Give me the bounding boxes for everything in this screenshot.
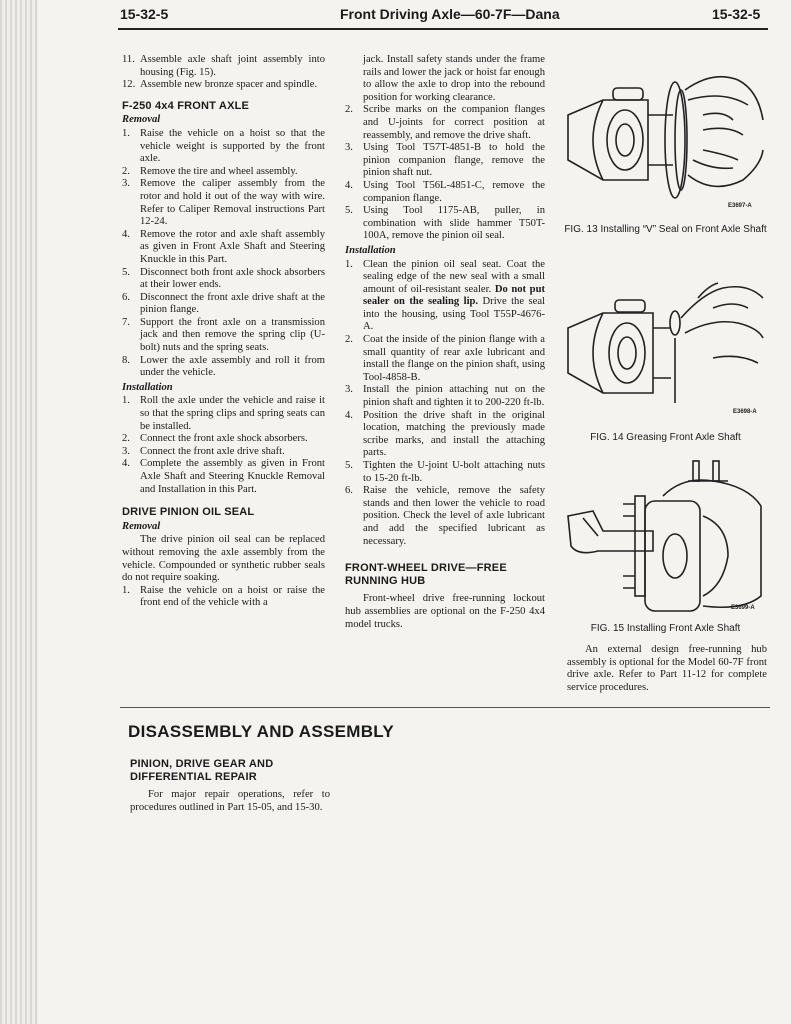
step-text: Complete the assembly as given in Front Axle Shaft and Steering Knuckle Removal and Installation in this Part. (140, 458, 325, 495)
column-2 (345, 54, 545, 631)
step-item (122, 317, 325, 355)
figure-14 (563, 278, 768, 416)
step-number: 3. (345, 384, 353, 396)
step-number: 3. (122, 445, 130, 457)
continued-text: jack. Install safety stands under the frame rails and lower the jack or hoist far enough to allow the axle to drop into the rebound position for working clearance. (363, 54, 545, 103)
hub-text: Front-wheel drive free-running lockout hub assemblies are optional on the F-250 4x4 model trucks. (345, 593, 545, 630)
step-number: 1. (122, 395, 130, 407)
step-number: 6. (122, 291, 130, 303)
step-item (122, 292, 325, 317)
figure-id: E3698-A (733, 409, 757, 415)
step-item (122, 128, 325, 166)
step-item (122, 446, 325, 459)
step-item (122, 355, 325, 380)
step-number: 2. (345, 104, 353, 116)
step-text: Using Tool 1175-AB, puller, in combination with slide hammer T50T-100A, remove the pinion oil seal. (363, 205, 545, 242)
differential-repair-heading: PINION, DRIVE GEAR AND DIFFERENTIAL REPAIR (130, 758, 274, 783)
step-number: 1. (122, 584, 130, 596)
step-number: 2. (345, 334, 353, 346)
external-hub-text: An external design free-running hub assembly is optional for the Model 60-7F front drive axle. Refer to Part 11-12 for complete service procedures. (567, 644, 767, 693)
step-item (345, 104, 545, 142)
step-number: 8. (122, 354, 130, 366)
disassembly-section (130, 752, 330, 814)
step-text: Coat the inside of the pinion flange with a small quantity of rear axle lubricant and install the flange on the pinion shaft, using Tool-4858-B. (363, 334, 545, 383)
seal-removal-label: Removal (122, 520, 161, 532)
step-text: Connect the front axle shock absorbers. (140, 433, 308, 445)
step-text: Remove the caliper assembly from the rotor and hold it out of the way with wire. Refer to Caliper Removal instructions Part 12-24. (140, 178, 325, 228)
step-item (122, 229, 325, 267)
step-text: Using Tool T56L-4851-C, remove the companion flange. (363, 179, 545, 204)
step-number: 4. (345, 409, 353, 421)
step-text: Install the pinion attaching nut on the pinion shaft and tighten it to 200-220 ft-lb. (363, 384, 545, 409)
fig15-caption: FIG. 15 Installing Front Axle Shaft (590, 623, 741, 634)
header-rule (118, 28, 768, 30)
step-item (345, 384, 545, 409)
step-text: Roll the axle under the vehicle and raise it so that the spring clips and spring seats can be installed. (140, 395, 325, 432)
step-item (122, 54, 325, 79)
step-text: Raise the vehicle on a hoist so that the vehicle weight is supported by the front axle. (140, 127, 325, 165)
step-text: Drive the seal into the housing, using Tool T55P-4676-A. (363, 296, 545, 333)
step-item (345, 205, 545, 243)
f250-heading: F-250 4x4 FRONT AXLE (122, 99, 250, 112)
step-number: 4. (345, 179, 353, 191)
step-text: Disconnect both front axle shock absorbers at their lower ends. (140, 266, 325, 291)
step-number: 5. (122, 266, 130, 278)
book-page-edges (0, 0, 38, 1024)
step-number: 4. (122, 458, 130, 470)
step-text: Assemble new bronze spacer and spindle. (140, 79, 318, 91)
step-item (345, 460, 545, 485)
step-item (122, 178, 325, 228)
shaft-install-illustration (563, 456, 768, 616)
installation-label: Installation (122, 381, 173, 393)
step-item (345, 180, 545, 205)
step-number: 3. (122, 178, 130, 190)
step-item (122, 458, 325, 496)
running-title: Front Driving Axle—60-7F—Dana (340, 6, 560, 22)
disassembly-heading: DISASSEMBLY AND ASSEMBLY (128, 722, 395, 741)
step-number: 1. (122, 127, 130, 139)
seal-install-illustration (563, 60, 768, 210)
step-text: Remove the tire and wheel assembly. (140, 165, 298, 177)
step-text: Position the drive shaft in the original location, matching the previously made scribe marks, and install the attaching parts. (363, 409, 545, 459)
step-number: 2. (122, 165, 130, 177)
step-warning: Do not put sealer on the sealing lip. (363, 283, 545, 308)
step-item (122, 585, 325, 610)
step-number: 11. (122, 54, 135, 65)
figure-13 (563, 60, 768, 210)
step-item (345, 410, 545, 460)
step-text: Using Tool T57T-4851-B to hold the pinion companion flange, remove the pinion shaft nut. (363, 142, 545, 179)
step-item (122, 395, 325, 433)
step-item (345, 485, 545, 548)
step-item (122, 166, 325, 179)
step-item (122, 79, 325, 92)
figure-15 (563, 456, 768, 616)
step-text: Tighten the U-joint U-bolt attaching nuts to 15-20 ft-lb. (363, 460, 545, 484)
figure-id: E3697-A (728, 203, 752, 209)
step-number: 12. (122, 79, 136, 91)
step-number: 5. (345, 205, 353, 217)
step-text: Support the front axle on a transmission jack and then remove the spring clip (U-bolt) nuts and the spring seats. (140, 316, 325, 354)
step-text: Disconnect the front axle drive shaft at the pinion flange. (140, 291, 325, 316)
step-text: Raise the vehicle on a hoist or raise the front end of the vehicle with a (140, 584, 325, 609)
step-number: 4. (122, 228, 130, 240)
step-text: Raise the vehicle, remove the safety stands and then lower the vehicle to road position. Check the level of axle lubricant and add the specified lubricant as necessary. (363, 485, 545, 547)
step-item (345, 334, 545, 384)
step-number: 2. (122, 433, 130, 445)
seal-intro: The drive pinion oil seal can be replaced without removing the axle assembly from the vehicle. Compounded or synthetic rubber seals do not require soaking. (122, 534, 325, 584)
step-text: Lower the axle assembly and roll it from under the vehicle. (140, 354, 325, 379)
step-text: Connect the front axle drive shaft. (140, 445, 285, 457)
step-item (122, 433, 325, 446)
removal-label: Removal (122, 114, 161, 126)
step-number: 7. (122, 316, 130, 328)
step-item (122, 267, 325, 292)
hub-heading: FRONT-WHEEL DRIVE—FREE RUNNING HUB (345, 562, 507, 587)
step-text: Clean the pinion oil seal seat. Coat the sealing edge of the new seal with a small amount of oil-resistant sealer. (363, 258, 545, 295)
column-1 (122, 54, 325, 610)
step-number: 6. (345, 485, 353, 497)
step-text: Assemble axle shaft joint assembly into housing (Fig. 15). (140, 54, 325, 78)
pinion-seal-heading: DRIVE PINION OIL SEAL (122, 506, 255, 519)
step-number: 5. (345, 460, 353, 471)
step-item (345, 142, 545, 180)
disassembly-text: For major repair operations, refer to procedures outlined in Part 15-05, and 15-30. (130, 789, 330, 813)
step-item: 1. Clean the pinion oil seal seat. Coat the sealing edge of the new seal with a small amount of oil-resistant sealer. Do not put sealer on the sealing lip. Drive the seal into the housing, using Tool T55P-4676-A. (345, 258, 545, 333)
step-number: 3. (345, 142, 353, 154)
fig13-caption: FIG. 13 Installing “V” Seal on Front Axle Shaft (564, 224, 767, 235)
step-text: Remove the rotor and axle shaft assembly as given in Front Axle Shaft and Steering Knuckle in this Part. (140, 228, 325, 265)
fig14-caption: FIG. 14 Greasing Front Axle Shaft (590, 432, 741, 443)
seal-installation-label: Installation (345, 244, 396, 256)
step-text: Scribe marks on the companion flanges and U-joints for correct position at reassembly, and remove the drive shaft. (363, 104, 545, 141)
greasing-illustration (563, 278, 768, 416)
page-number-right: 15-32-5 (712, 6, 761, 22)
section-divider (120, 707, 770, 708)
figure-id: E3699-A (731, 605, 755, 611)
page-number-left: 15-32-5 (120, 6, 169, 22)
